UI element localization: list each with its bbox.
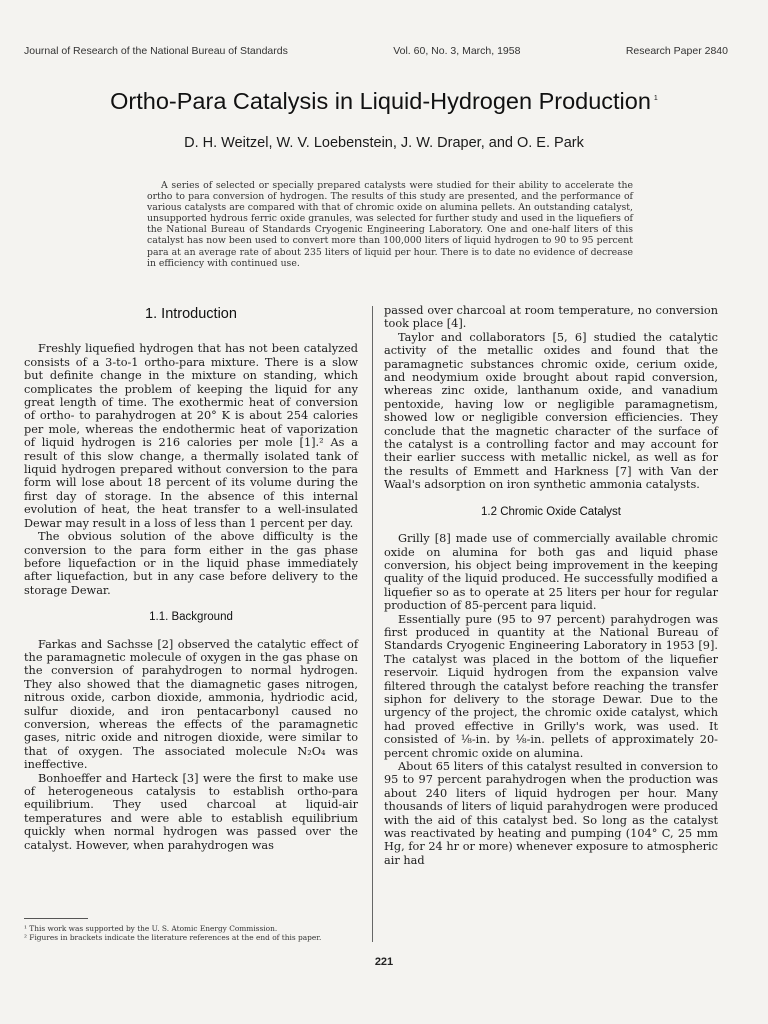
paragraph: Taylor and collaborators [5, 6] studied the catalytic activity of the metallic oxides and found that the paramagnetic substances chromic oxide, cerium oxide, and neodymium oxide brought about rapid conversion, whereas zinc oxide, lanthanum oxide, and vanadium pentoxide, having low or negligible paramagnetism, showed low or negligible conversion efficiencies. They conclude that the magnetic character of the surface of the catalyst is a controlling factor and may account for their earlier success with metallic nickel, as well as for the results of Emmett and Harkness [7] with Van der Waal's adsorption on iron synthetic ammonia catalysts. xyxy=(384,330,718,492)
abstract: A series of selected or specially prepared catalysts were studied for their ability to accelerate the ortho to para conversion of hydrogen. The results of this study are presented, and the performance of various catalysts are compared with that of chromic oxide on alumina pellets. An outstanding catalyst, unsupported hydrous ferric oxide granules, was selected for further study and used in the liquefiers of the National Bureau of Standards Cryogenic Engineering Laboratory. One and one-half liters of this catalyst has now been used to convert more than 100,000 liters of liquid hydrogen to 90 to 95 percent para at an average rate of about 235 liters of liquid per hour. There is to date no evidence of decrease in efficiency with continued use. xyxy=(147,180,633,269)
section-heading-introduction: 1. Introduction xyxy=(145,306,237,322)
paper-title-text: Ortho-Para Catalysis in Liquid-Hydrogen Production xyxy=(110,88,651,114)
paragraph: passed over charcoal at room temperature, no conversion took place [4]. xyxy=(384,304,718,331)
right-column xyxy=(384,304,718,867)
column-divider xyxy=(372,306,373,942)
paragraph: Farkas and Sachsse [2] observed the catalytic effect of the paramagnetic molecule of oxygen in the gas phase on the conversion of parahydrogen to normal hydrogen. They also showed that the diamagnetic gases nitrogen, nitrous oxide, carbon dioxide, ammonia, hydriodic acid, sulfur dioxide, and iron pentacarbonyl caused no conversion, whereas the effects of the paramagnetic gases, nitric oxide and nitrogen dioxide, were similar to that of oxygen. The associated molecule N₂O₄ was ineffective. xyxy=(24,637,358,772)
footnote-rule xyxy=(24,918,88,919)
paper-number: Research Paper 2840 xyxy=(625,45,728,57)
volume-info: Vol. 60, No. 3, March, 1958 xyxy=(393,45,521,57)
subsection-heading-background: 1.1. Background xyxy=(149,611,233,624)
subsection-heading-chromic-oxide: 1.2 Chromic Oxide Catalyst xyxy=(481,505,621,518)
title-footnote-marker: 1 xyxy=(653,95,658,103)
paragraph: Grilly [8] made use of commercially available chromic oxide on alumina for both gas and liquid phase conversion, his object being improvement in the keeping quality of the liquid produced. He successfully modified a liquefier so as to operate at 25 liters per hour for regular production of 85-percent para liquid. xyxy=(384,532,718,613)
page-number: 221 xyxy=(374,956,394,968)
paragraph: About 65 liters of this catalyst resulted in conversion to 95 to 97 percent parahydrogen when the production was about 240 liters of liquid hydrogen per hour. Many thousands of liters of liquid parahydrogen were produced with the aid of this catalyst bed. So long as the catalyst was reactivated by heating and pumping (104° C, 25 mm Hg, for 24 hr or more) whenever exposure to atmospheric air had xyxy=(384,760,718,867)
paragraph: The obvious solution of the above difficulty is the conversion to the para form either in the gas phase before liquefaction or in the liquid phase immediately after liquefaction, but in any case before delivery to the storage Dewar. xyxy=(24,530,358,597)
left-column xyxy=(24,300,358,852)
footnotes xyxy=(24,918,364,943)
paragraph: Bonhoeffer and Harteck [3] were the first to make use of heterogeneous catalysis to establish ortho-para equilibrium. They used charcoal at liquid-air temperatures and were able to establish equilibrium quickly when normal hydrogen was passed over the catalyst. However, when parahydrogen was xyxy=(24,771,358,852)
paper-title xyxy=(0,88,768,115)
footnote-1: ¹ This work was supported by the U. S. Atomic Energy Commission. xyxy=(24,924,278,933)
running-header xyxy=(24,45,728,57)
authors: D. H. Weitzel, W. V. Loebenstein, J. W. Draper, and O. E. Park xyxy=(184,135,584,151)
paragraph: Essentially pure (95 to 97 percent) parahydrogen was first produced in quantity at the National Bureau of Standards Cryogenic Engineering Laboratory in 1953 [9]. The catalyst was placed in the bottom of the liquefier reservoir. Liquid hydrogen from the expansion valve filtered through the catalyst before reaching the transfer siphon for delivery to the storage Dewar. Due to the urgency of the project, the chromic oxide catalyst, which had proved effective in Grilly's work, was used. It consisted of ⅛-in. by ⅛-in. pellets of approximately 20-percent chromic oxide on alumina. xyxy=(384,612,718,760)
journal-name: Journal of Research of the National Bureau of Standards xyxy=(24,45,288,57)
footnote-2: ² Figures in brackets indicate the literature references at the end of this paper. xyxy=(24,933,322,943)
paragraph: Freshly liquefied hydrogen that has not been catalyzed consists of a 3-to-1 ortho-para mixture. There is a slow but definite change in the mixture on standing, which complicates the problem of keeping the liquid for any great length of time. The exothermic heat of conversion of ortho- to parahydrogen at 20° K is about 254 calories per mole, whereas the endothermic heat of vaporization of liquid hydrogen is 216 calories per mole [1].² As a result of this slow change, a thermally isolated tank of liquid hydrogen prepared without conversion to the para form will lose about 18 percent of its volume during the first day of storage. In the absence of this internal evolution of heat, the heat transfer to a well-insulated Dewar may result in a loss of less than 1 percent per day. xyxy=(24,342,358,530)
